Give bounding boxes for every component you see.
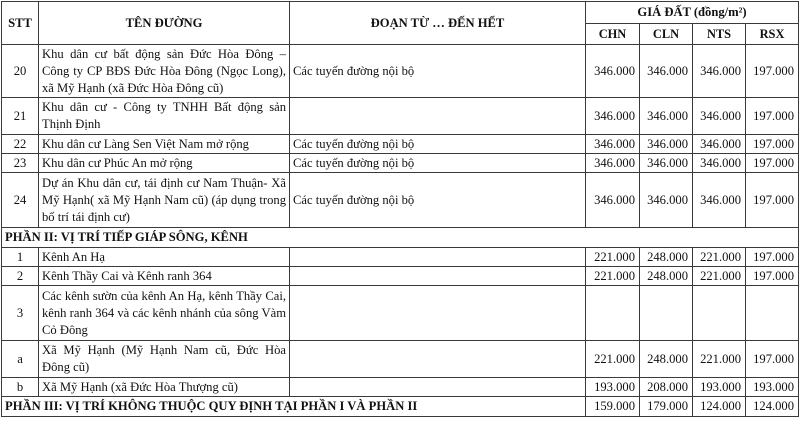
table-row bbox=[2, 173, 799, 228]
row-street-name: Khu dân cư Phúc An mở rộng bbox=[39, 154, 290, 173]
row-price-chn: 346.000 bbox=[586, 98, 640, 135]
row-street-name: Khu dân cư - Công ty TNHH Bất động sản Thịnh Định bbox=[39, 98, 290, 135]
row-street-name: Khu dân cư bất động sản Đức Hòa Đông – Công ty CP BĐS Đức Hòa Đông (Ngọc Long), xã Mỹ Hạnh (xã Đức Hòa Đông cũ) bbox=[39, 45, 290, 98]
row-segment: Các tuyến đường nội bộ bbox=[290, 45, 586, 98]
row-segment bbox=[290, 341, 586, 378]
section-row bbox=[2, 228, 799, 248]
row-stt: 24 bbox=[2, 173, 39, 228]
row-price-nts: 221.000 bbox=[693, 248, 746, 267]
row-price-rsx: 197.000 bbox=[746, 45, 799, 98]
row-price-cln: 346.000 bbox=[640, 98, 693, 135]
header-stt: STT bbox=[2, 2, 39, 45]
row-price-nts: 346.000 bbox=[693, 45, 746, 98]
header-street-name: TÊN ĐƯỜNG bbox=[39, 2, 290, 45]
row-price-nts: 193.000 bbox=[693, 378, 746, 397]
row-price-nts: 346.000 bbox=[693, 173, 746, 228]
row-street-name: Kênh An Hạ bbox=[39, 248, 290, 267]
row-price-nts: 346.000 bbox=[693, 154, 746, 173]
row-street-name: Dự án Khu dân cư, tái định cư Nam Thuận- Xã Mỹ Hạnh( xã Mỹ Hạnh Nam cũ) (áp dụng trong bố trí tái định cư) bbox=[39, 173, 290, 228]
row-price-chn: 346.000 bbox=[586, 45, 640, 98]
row-price-cln: 248.000 bbox=[640, 248, 693, 267]
row-stt: 2 bbox=[2, 267, 39, 286]
row-price-rsx: 197.000 bbox=[746, 267, 799, 286]
row-price-chn: 221.000 bbox=[586, 267, 640, 286]
section-title-part2: PHẦN II: VỊ TRÍ TIẾP GIÁP SÔNG, KÊNH bbox=[2, 228, 799, 248]
section3-price-chn: 159.000 bbox=[586, 397, 640, 417]
section3-price-cln: 179.000 bbox=[640, 397, 693, 417]
row-stt: b bbox=[2, 378, 39, 397]
table-row bbox=[2, 135, 799, 154]
row-price-rsx: 197.000 bbox=[746, 341, 799, 378]
header-rsx: RSX bbox=[746, 24, 799, 45]
row-segment bbox=[290, 98, 586, 135]
row-price-chn: 346.000 bbox=[586, 173, 640, 228]
row-price-chn bbox=[586, 286, 640, 341]
row-price-rsx bbox=[746, 286, 799, 341]
row-price-chn: 221.000 bbox=[586, 341, 640, 378]
row-price-nts: 221.000 bbox=[693, 267, 746, 286]
land-price-table bbox=[1, 1, 799, 417]
table-row bbox=[2, 45, 799, 98]
table-row bbox=[2, 248, 799, 267]
row-stt: 22 bbox=[2, 135, 39, 154]
row-price-cln: 346.000 bbox=[640, 154, 693, 173]
row-segment bbox=[290, 267, 586, 286]
row-segment: Các tuyến đường nội bộ bbox=[290, 173, 586, 228]
row-street-name: Các kênh sườn của kênh An Hạ, kênh Thầy Cai, kênh ranh 364 và các kênh nhánh của sông Vàm Cỏ Đông bbox=[39, 286, 290, 341]
row-price-nts: 346.000 bbox=[693, 135, 746, 154]
header-cln: CLN bbox=[640, 24, 693, 45]
row-price-cln: 248.000 bbox=[640, 267, 693, 286]
row-street-name: Khu dân cư Làng Sen Việt Nam mở rộng bbox=[39, 135, 290, 154]
table-row bbox=[2, 286, 799, 341]
row-street-name: Xã Mỹ Hạnh (xã Đức Hòa Thượng cũ) bbox=[39, 378, 290, 397]
row-street-name: Kênh Thầy Cai và Kênh ranh 364 bbox=[39, 267, 290, 286]
row-price-nts: 346.000 bbox=[693, 98, 746, 135]
row-price-cln: 346.000 bbox=[640, 173, 693, 228]
section-row bbox=[2, 397, 799, 417]
row-price-rsx: 197.000 bbox=[746, 135, 799, 154]
row-stt: 20 bbox=[2, 45, 39, 98]
header-chn: CHN bbox=[586, 24, 640, 45]
row-stt: 1 bbox=[2, 248, 39, 267]
row-price-nts bbox=[693, 286, 746, 341]
header-nts: NTS bbox=[693, 24, 746, 45]
header-segment: ĐOẠN TỪ … ĐẾN HẾT bbox=[290, 2, 586, 45]
row-price-rsx: 197.000 bbox=[746, 98, 799, 135]
row-street-name: Xã Mỹ Hạnh (Mỹ Hạnh Nam cũ, Đức Hòa Đông cũ) bbox=[39, 341, 290, 378]
row-price-cln: 346.000 bbox=[640, 135, 693, 154]
row-price-rsx: 197.000 bbox=[746, 154, 799, 173]
table-row bbox=[2, 378, 799, 397]
row-price-cln: 208.000 bbox=[640, 378, 693, 397]
row-segment bbox=[290, 378, 586, 397]
section-title-part3: PHẦN III: VỊ TRÍ KHÔNG THUỘC QUY ĐỊNH TẠI PHẦN I VÀ PHẦN II bbox=[2, 397, 586, 417]
row-segment: Các tuyến đường nội bộ bbox=[290, 154, 586, 173]
row-stt: 3 bbox=[2, 286, 39, 341]
row-price-chn: 346.000 bbox=[586, 135, 640, 154]
row-price-cln: 248.000 bbox=[640, 341, 693, 378]
row-price-cln bbox=[640, 286, 693, 341]
row-stt: 21 bbox=[2, 98, 39, 135]
row-price-chn: 346.000 bbox=[586, 154, 640, 173]
row-price-rsx: 197.000 bbox=[746, 248, 799, 267]
table-row bbox=[2, 341, 799, 378]
table-row bbox=[2, 267, 799, 286]
row-segment bbox=[290, 248, 586, 267]
row-price-chn: 193.000 bbox=[586, 378, 640, 397]
section3-price-rsx: 124.000 bbox=[746, 397, 799, 417]
row-price-rsx: 193.000 bbox=[746, 378, 799, 397]
row-price-rsx: 197.000 bbox=[746, 173, 799, 228]
header-land-price: GIÁ ĐẤT (đồng/m²) bbox=[586, 2, 799, 24]
row-stt: 23 bbox=[2, 154, 39, 173]
row-price-cln: 346.000 bbox=[640, 45, 693, 98]
table-row bbox=[2, 98, 799, 135]
row-price-chn: 221.000 bbox=[586, 248, 640, 267]
table-row bbox=[2, 154, 799, 173]
row-price-nts: 221.000 bbox=[693, 341, 746, 378]
row-segment bbox=[290, 286, 586, 341]
section3-price-nts: 124.000 bbox=[693, 397, 746, 417]
row-segment: Các tuyến đường nội bộ bbox=[290, 135, 586, 154]
row-stt: a bbox=[2, 341, 39, 378]
